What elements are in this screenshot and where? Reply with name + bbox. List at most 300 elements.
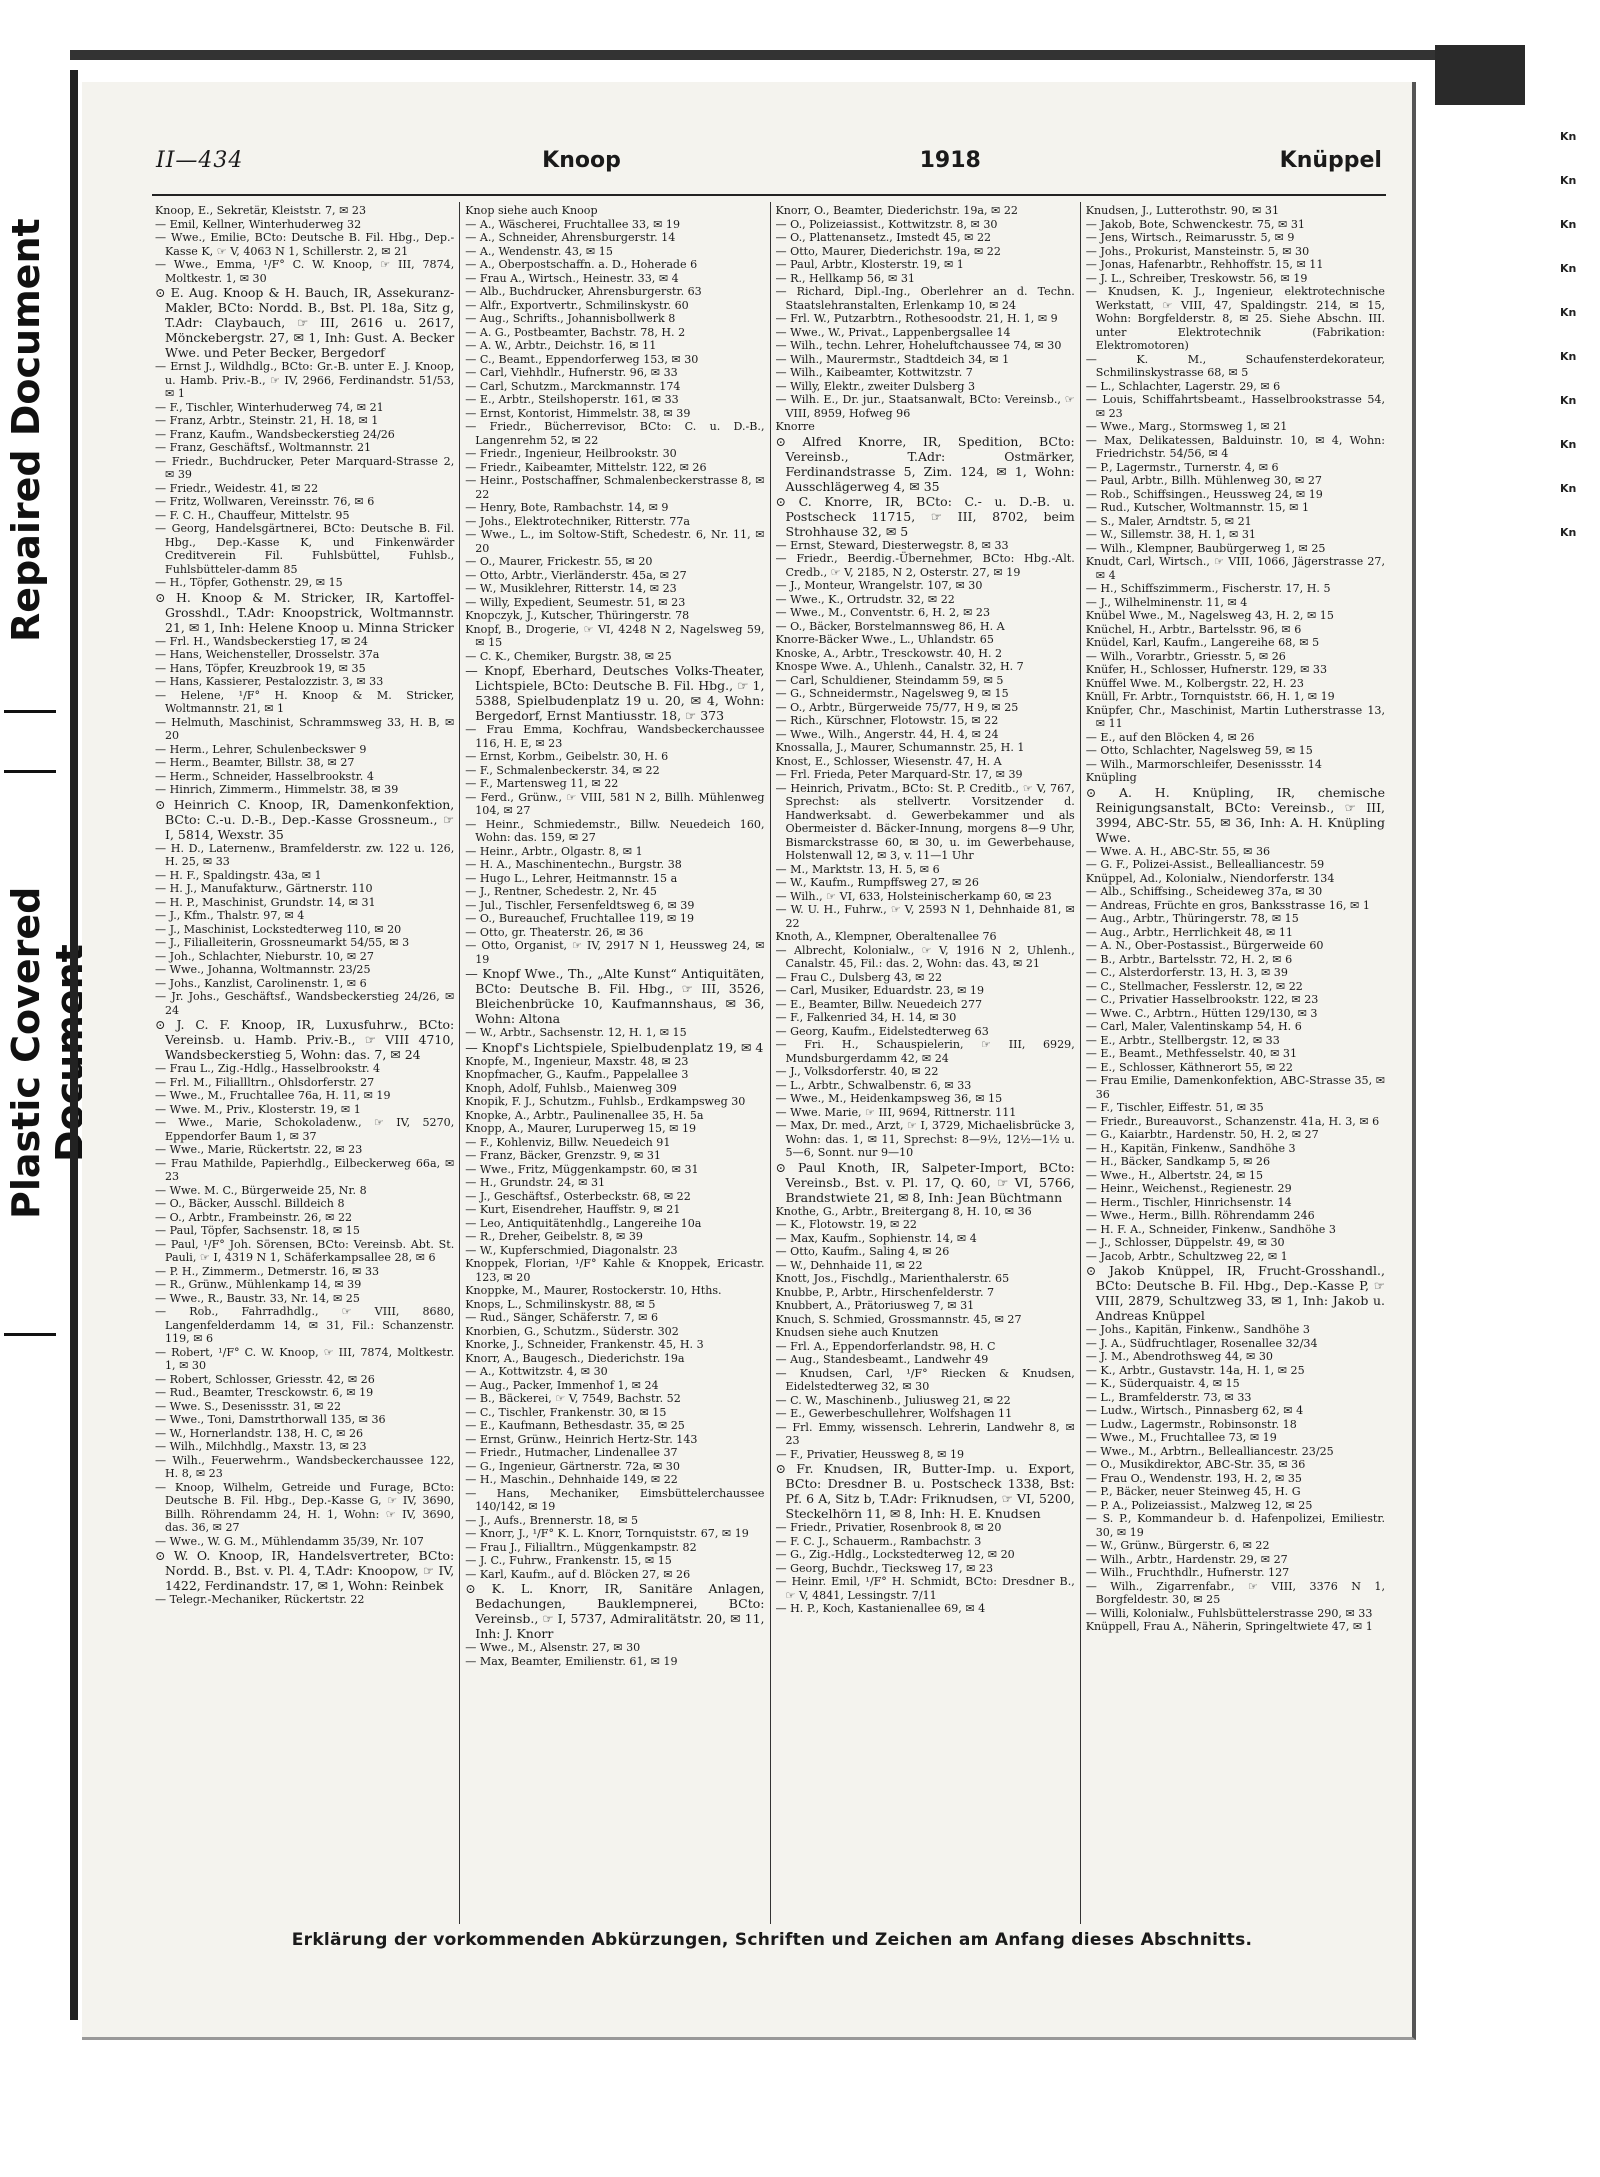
directory-entry: — H. F. A., Schneider, Finkenw., Sandhöhe 3 [1085,1222,1336,1236]
directory-entry: — Carl, Viehhdlr., Hufnerstr. 96, ✉ 33 [465,366,678,379]
directory-entry: — Hugo L., Lehrer, Heitmannstr. 15 a [465,871,678,885]
directory-entry: — C., Privatier Hasselbrookstr. 122, ✉ 23 [1085,993,1319,1006]
header-last-word: Knüppel [1279,148,1382,173]
directory-entry: — Georg, Handelsgärtnerei, BCto: Deutsche B. Fil. Hbg., Dep.-Kasse K, und Finkenwärder Creditverein Fil. Fuhlsbüttel, Fuhlsb., Fuhlsbütteler-damm 85 [155,522,455,576]
directory-entry: — Telegr.-Mechaniker, Rückertstr. 22 [155,1593,365,1606]
scanner-frame-top [70,50,1470,60]
directory-entry: — Ernst J., Wildhdlg., BCto: Gr.-B. unter E. J. Knoop, u. Hamb. Priv.-B., ☞ IV, 2966, Ferdinandstr. 51/53, ✉ 1 [155,360,455,400]
directory-entry: — Aug., Arbtr., Herrlichkeit 48, ✉ 11 [1085,925,1293,939]
directory-entry: — Rob., Fahrradhdlg., ☞ VIII, 8680, Langenfelderdamm 14, ✉ 31, Fil.: Schanzenstr. 119, ✉ 6 [155,1305,455,1345]
directory-entry: — Emil, Kellner, Winterhuderweg 32 [155,217,362,231]
directory-entry: — Franz, Geschäftsf., Woltmannstr. 21 [155,441,372,454]
directory-entry: — Wwe., M., Conventstr. 6, H. 2, ✉ 23 [775,606,991,619]
scanner-clip [1435,45,1525,105]
directory-entry: — O., Bäcker, Borstelmannsweg 86, H. A [775,619,1005,633]
directory-entry: — A., Wendenstr. 43, ✉ 15 [465,244,613,258]
directory-entry: — Frau O., Wendenstr. 193, H. 2, ✉ 35 [1085,1471,1302,1485]
directory-entry: — Otto, Organist, ☞ IV, 2917 N 1, Heussweg 24, ✉ 19 [465,939,765,966]
directory-entry: Knüppel, Ad., Kolonialw., Niendorferstr. 134 [1085,871,1335,885]
directory-entry: — G. F., Polizei-Assist., Bellealliancestr. 59 [1085,858,1325,871]
next-page-fragment: Kn [1560,130,1577,143]
directory-entry: — Wwe., W., Privat., Lappenbergsallee 14 [775,325,1011,339]
directory-entry: — A. W., Arbtr., Deichstr. 16, ✉ 11 [465,339,657,352]
directory-entry: — Wwe., K., Ortrudstr. 32, ✉ 22 [775,592,955,606]
directory-entry: — F., Falkenried 34, H. 14, ✉ 30 [775,1011,957,1024]
directory-entry: — P., Bäcker, neuer Steinweg 45, H. G [1085,1485,1301,1498]
directory-entry: Knüdel, Karl, Kaufm., Langereihe 68, ✉ 5 [1085,636,1320,649]
next-page-fragment: Kn [1560,482,1577,495]
directory-entry: — Hans, Töpfer, Kreuzbrook 19, ✉ 35 [155,661,366,675]
directory-entry: — W., Sillemstr. 38, H. 1, ✉ 31 [1085,528,1256,541]
directory-entry: — Jakob, Bote, Schwenckestr. 75, ✉ 31 [1085,217,1305,231]
directory-entry: Knorke, J., Schneider, Frankenstr. 45, H. 3 [465,1338,704,1351]
column-3 [771,202,1081,1924]
plastic-covered-label: Plastic Covered [4,770,56,1336]
directory-entry: — S., Maler, Arndtstr. 5, ✉ 21 [1085,514,1252,528]
directory-entry: — C., Alsterdorferstr. 13, H. 3, ✉ 39 [1085,966,1288,979]
directory-entry: — P., Lagermstr., Turnerstr. 4, ✉ 6 [1085,460,1279,474]
directory-entry: — S. P., Kommandeur b. d. Hafenpolizei, Emiliestr. 30, ✉ 19 [1085,1512,1385,1539]
directory-entry: — B., Arbtr., Bartelsstr. 72, H. 2, ✉ 6 [1085,952,1293,966]
directory-entry: Knossalla, J., Maurer, Schumannstr. 25, H. 1 [775,741,1025,754]
directory-entry: — Robert, ¹/F° C. W. Knoop, ☞ III, 7874, Moltkestr. 1, ✉ 30 [155,1345,455,1372]
directory-entry: — Wilh. E., Dr. jur., Staatsanwalt, BCto: Vereinsb., ☞ VIII, 8959, Hofweg 96 [775,393,1075,420]
directory-entry: Knüffel Wwe. M., Kolbergstr. 22, H. 23 [1085,676,1304,690]
directory-entry: — Wwe., M., Arbtrn., Bellealliancestr. 23/25 [1085,1444,1334,1458]
header-rule [152,194,1386,196]
directory-entry: — P. A., Polizeiassist., Malzweg 12, ✉ 25 [1085,1498,1313,1512]
directory-entry: — Leo, Antiquitätenhdlg., Langereihe 10a [465,1216,702,1230]
directory-entry: — Wwe., Wilh., Angerstr. 44, H. 4, ✉ 24 [775,727,999,741]
directory-entry: — Frau Mathilde, Papierhdlg., Eilbeckerweg 66a, ✉ 23 [155,1156,455,1183]
directory-entry: Knudsen siehe auch Knutzen [775,1326,939,1339]
directory-entry: Knopke, A., Arbtr., Paulinenallee 35, H. 5a [465,1108,704,1122]
directory-entry: — J., Monteur, Wrangelstr. 107, ✉ 30 [775,579,983,592]
directory-entry: — Herm., Lehrer, Schulenbeckswег 9 [155,742,367,756]
directory-entry: — J. M., Abendrothsweg 44, ✉ 30 [1085,1350,1273,1363]
directory-entry: — W., Musiklehrer, Ritterstr. 14, ✉ 23 [465,582,677,595]
directory-entry: — W., Grünw., Bürgerstr. 6, ✉ 22 [1085,1539,1270,1552]
directory-entry: — J., Kfm., Thalstr. 97, ✉ 4 [155,909,305,922]
directory-entry: — Robert, Schlosser, Griesstr. 42, ✉ 26 [155,1372,375,1386]
directory-entry: — Wwe., H., Albertstr. 24, ✉ 15 [1085,1168,1264,1182]
directory-entry: — E., Kaufmann, Bethesdastr. 35, ✉ 25 [465,1419,685,1432]
directory-entry: ⊙ Heinrich C. Knoop, IR, Damenkonfektion, BCto: C.-u. D.-B., Dep.-Kasse Grossneum., ☞ I, 5814, Wexstr. 35 [155,796,455,842]
directory-entry: — Friedr., Buchdrucker, Peter Marquard-Strasse 2, ✉ 39 [155,454,455,481]
directory-entry: — Wwe., Emilie, BCto: Deutsche B. Fil. Hbg., Dep.-Kasse K, ☞ V, 4063 N 1, Schillerstr. 2, ✉ 21 [155,231,455,258]
directory-entry: ⊙ Alfred Knorre, IR, Spedition, BCto: Vereinsb., T.Adr: Ostmärker, Ferdinandstrasse 5, Zim. 124, ✉ 1, Wohn: Ausschlägerweg 4, ✉ 35 [775,433,1075,494]
directory-entry: — J., Maschinist, Lockstedterweg 110, ✉ 20 [155,922,402,936]
directory-entry: — Friedr., Weidestr. 41, ✉ 22 [155,481,319,495]
directory-entry: — W. U. H., Fuhrw., ☞ V, 2593 N 1, Dehnhaide 81, ✉ 22 [775,903,1075,930]
scanner-frame-left [70,70,78,2020]
directory-entry: — Frau C., Dulsberg 43, ✉ 22 [775,970,943,984]
directory-entry: Knopfmacher, G., Kaufm., Pappelallee 3 [465,1068,689,1081]
directory-entry: Knüfer, H., Schlosser, Hufnerstr. 129, ✉ 33 [1085,663,1328,676]
directory-entry: — Friedr., Bureauvorst., Schanzenstr. 41a, H. 3, ✉ 6 [1085,1114,1380,1128]
next-page-fragment: Kn [1560,306,1577,319]
directory-entry: — W., Hornerlandstr. 138, H. C, ✉ 26 [155,1426,364,1440]
directory-entry: — H., Grundstr. 24, ✉ 31 [465,1176,606,1189]
directory-entry: — J., Filialleiterin, Grossneumarkt 54/55, ✉ 3 [155,936,410,949]
directory-entry: — Max, Dr. med., Arzt, ☞ I, 3729, Michaelisbrücke 3, Wohn: das. 1, ✉ 11, Sprechst: 8—9½, 12½—1½ u. 5—6, Sonnt. nur 9—10 [775,1119,1075,1159]
directory-entry: — Friedr., Ingenieur, Heilbrookstr. 30 [465,447,677,460]
directory-entry: Knübel Wwe., M., Nagelsweg 43, H. 2, ✉ 15 [1085,609,1334,622]
directory-entry: — Ernst, Korbm., Geibelstr. 30, H. 6 [465,750,669,763]
directory-entry: — O., Maurer, Frickestr. 55, ✉ 20 [465,555,653,568]
directory-entry: — H. P., Koch, Kastanienallee 69, ✉ 4 [775,1602,986,1615]
column-4 [1081,202,1390,1924]
next-page-fragment: Kn [1560,394,1577,407]
directory-entry: — Karl, Kaufm., auf d. Blöcken 27, ✉ 26 [465,1567,691,1581]
directory-entry: — Knopf's Lichtspiele, Spielbudenplatz 19, ✉ 4 [465,1039,764,1055]
directory-entry: Knoppke, M., Maurer, Rostockerstr. 10, Hths. [465,1284,722,1297]
directory-entry: — Hans, Kassierer, Pestalozzistr. 3, ✉ 33 [155,675,384,688]
directory-entry: — W., Dehnhaide 11, ✉ 22 [775,1258,923,1272]
directory-entry: — J., Volksdorferstr. 40, ✉ 22 [775,1065,939,1078]
directory-entry: Knüpfer, Chr., Maschinist, Martin Lutherstrasse 13, ✉ 11 [1085,703,1385,730]
directory-entry: Knott, Jos., Fischdlg., Marienthalerstr. 65 [775,1272,1010,1285]
directory-entry: — Wilh., ☞ VI, 633, Holsteinischerkamp 60, ✉ 23 [775,889,1052,903]
directory-entry: — Otto, Arbtr., Vierländerstr. 45a, ✉ 27 [465,568,687,582]
directory-entry: — O., Arbtr., Bürgerweide 75/77, H 9, ✉ 25 [775,700,1019,714]
directory-entry: ⊙ E. Aug. Knoop & H. Bauch, IR, Assekuranz-Makler, BCto: Nordd. B., Bst. Pl. 18a, Sitz g, T.Adr: Claybauch, ☞ III, 2616 u. 2617, Mönckebergstr. 27, ✉ 1, Inh: Gust. A. Becker Wwe. und Peter Becker, Bergedorf [155,285,455,360]
directory-entry: — Ernst, Grünw., Heinrich Hertz-Str. 143 [465,1432,698,1446]
directory-entry: Knopfe, M., Ingenieur, Maxstr. 48, ✉ 23 [465,1054,689,1068]
directory-entry: — F., Tischler, Winterhuderweg 74, ✉ 21 [155,400,384,414]
directory-entry: — G., Zig.-Hdlg., Lockstedterweg 12, ✉ 20 [775,1548,1015,1561]
directory-entry: — Wwe. C., Arbtrn., Hütten 129/130, ✉ 3 [1085,1006,1318,1020]
directory-entry: — Johs., Prokurist, Mansteinstr. 5, ✉ 30 [1085,244,1310,258]
directory-entry: — Fri. H., Schauspielerin, ☞ III, 6929, Mundsburgerdamm 42, ✉ 24 [775,1038,1075,1065]
directory-entry: Knospe Wwe. A., Uhlenh., Canalstr. 32, H. 7 [775,660,1024,673]
directory-entry: — Rich., Kürschner, Flotowstr. 15, ✉ 22 [775,714,999,727]
directory-entry: — H., Maschin., Dehnhaide 149, ✉ 22 [465,1473,678,1486]
next-page-fragment: Kn [1560,218,1577,231]
repaired-document-label: Repaired Document [4,150,56,713]
directory-entry: — Otto, Schlachter, Nagelsweg 59, ✉ 15 [1085,744,1313,757]
directory-entry: — Carl, Maler, Valentinskamp 54, H. 6 [1085,1020,1302,1033]
directory-page [82,82,1416,2040]
directory-entry: — Wwe. Marie, ☞ III, 9694, Rittnerstr. 111 [775,1105,1017,1119]
directory-entry: — Otto, gr. Theaterstr. 26, ✉ 36 [465,925,644,939]
directory-entry: — Paul, Arbtr., Klosterstr. 19, ✉ 1 [775,258,964,271]
next-page-edge [1560,130,1600,1980]
directory-entry: — Heinr. Emil, ¹/F° H. Schmidt, BCto: Dresdner B., ☞ V, 4841, Lessingstr. 7/11 [775,1575,1075,1602]
directory-entry: — A., Oberpostschaffn. a. D., Hoherade 6 [465,258,698,271]
directory-entry: — J. A., Südfruchtlager, Rosenallee 32/34 [1085,1336,1318,1350]
directory-entry: — Frau J., Filialltrn., Müggenkampstr. 82 [465,1540,697,1554]
directory-entry: — H. P., Maschinist, Grundstr. 14, ✉ 31 [155,895,376,909]
directory-entry: — Johs., Elektrotechniker, Ritterstr. 77a [465,514,690,528]
directory-entry: — Aug., Standesbeamt., Landwehr 49 [775,1353,989,1366]
next-page-fragment: Kn [1560,438,1577,451]
directory-entry: Knoske, A., Arbtr., Tresckowstr. 40, H. 2 [775,646,1003,660]
directory-entry: — W., Kupferschmied, Diagonalstr. 23 [465,1243,678,1257]
directory-entry: — J., Geschäftsf., Osterbeckstr. 68, ✉ 22 [465,1189,691,1203]
directory-entry: — Friedr., Hutmacher, Lindenallee 37 [465,1446,678,1459]
directory-entry: — L., Bramfelderstr. 73, ✉ 33 [1085,1390,1252,1404]
directory-entry: — Wilh., Zigarrenfabr., ☞ VIII, 3376 N 1, Borgfeldestr. 30, ✉ 25 [1085,1579,1385,1606]
next-page-fragment: Kn [1560,174,1577,187]
directory-entry: — Jens, Wirtsch., Reimarusstr. 5, ✉ 9 [1085,231,1295,244]
directory-entry: — Wwe., Emma, ¹/F° C. W. Knoop, ☞ III, 7874, Moltkestr. 1, ✉ 30 [155,258,455,285]
directory-entry: — Heinr., Arbtr., Olgastr. 8, ✉ 1 [465,844,643,858]
directory-entry: — E., Arbtr., Stellbergstr. 12, ✉ 33 [1085,1033,1280,1047]
directory-entry: — Alfr., Exportvertr., Schmilinskystr. 60 [465,298,689,312]
directory-entry: — J., Wilhelminenstr. 11, ✉ 4 [1085,595,1248,609]
directory-entry: — J., Schlosser, Düppelstr. 49, ✉ 30 [1085,1236,1285,1249]
directory-entry: — Johs., Kapitän, Finkenw., Sandhöhe 3 [1085,1323,1310,1336]
directory-entry: — Rud., Kutscher, Woltmannstr. 15, ✉ 1 [1085,501,1310,514]
directory-entry: — R., Grünw., Mühlenkamp 14, ✉ 39 [155,1278,362,1291]
directory-entry: — Frl. M., Filiallltrn., Ohlsdorferstr. 27 [155,1075,375,1089]
directory-entry: — H. F., Spaldingstr. 43a, ✉ 1 [155,868,322,882]
directory-entry: — A., Kottwitzstr. 4, ✉ 30 [465,1365,608,1378]
directory-entry: — G., Ingenieur, Gärtnerstr. 72a, ✉ 30 [465,1459,680,1473]
directory-entry: — Wwe., Johanna, Woltmannstr. 23/25 [155,963,371,976]
directory-entry: — Alb., Schiffsing., Scheideweg 37a, ✉ 30 [1085,885,1323,898]
directory-entry: ⊙ J. C. F. Knoop, IR, Luxusfuhrw., BCto: Vereinsb. u. Hamb. Priv.-B., ☞ VIII 4710, Wandsbeckerstieg 5, Wohn: das. 7, ✉ 24 [155,1017,455,1062]
directory-entry: — Franz, Bäcker, Grenzstr. 9, ✉ 31 [465,1149,661,1162]
directory-entry: — Johs., Kanzlist, Carolinenstr. 1, ✉ 6 [155,976,367,990]
directory-entry: — C. W., Maschinenb., Juliusweg 21, ✉ 22 [775,1393,1011,1407]
directory-entry: — Helmuth, Maschinist, Schrammsweg 33, H. B, ✉ 20 [155,715,455,742]
directory-entry: — Wilh., Kaibeamter, Kottwitzstr. 7 [775,366,973,379]
directory-entry: ⊙ C. Knorre, IR, BCto: C.- u. D.-B. u. Postscheck 11715, ☞ III, 8702, beim Strohhause 32, ✉ 5 [775,493,1075,539]
directory-entry: Knüll, Fr. Arbtr., Tornquiststr. 66, H. 1, ✉ 19 [1085,690,1335,703]
entry-columns [150,202,1390,1924]
directory-entry: — Frl. H., Wandsbeckerstieg 17, ✉ 24 [155,634,368,648]
directory-entry: — Knopf Wwe., Th., „Alte Kunst“ Antiquitäten, BCto: Deutsche B. Fil. Hbg., ☞ III, 3526, Bleichenbrücke 10, Kaufmannshaus, ✉ 36, Wohn: Altona [465,966,765,1026]
directory-entry: — A., Schneider, Ahrensburgerstr. 14 [465,231,676,244]
directory-entry: — Wilh., Vorarbtr., Griesstr. 5, ✉ 26 [1085,649,1286,663]
directory-entry: — J. C., Fuhrw., Frankenstr. 15, ✉ 15 [465,1554,672,1567]
directory-entry: ⊙ H. Knoop & M. Stricker, IR, Kartoffel-Grosshdl., T.Adr: Knoopstrick, Woltmannstr. 21, ✉ 1, Inh: Helene Knoop u. Minna Stricker [155,589,455,635]
directory-entry: — Knopf, Eberhard, Deutsches Volks-Theater, Lichtspiele, BCto: Deutsche B. Fil. Hbg., ☞ 1, 5388, Spielbudenplatz 19 u. 20, ✉ 4, Wohn: Bergedorf, Ernst Mantiusstr. 18, ☞ 373 [465,663,765,723]
directory-entry: — E., Schlosser, Käthnerort 55, ✉ 22 [1085,1060,1293,1074]
directory-entry: — Wwe., R., Baustr. 33, Nr. 14, ✉ 25 [155,1291,360,1305]
directory-entry: — A., Wäscherei, Fruchtallee 33, ✉ 19 [465,217,681,231]
directory-entry: ⊙ Paul Knoth, IR, Salpeter-Import, BCto: Vereinsb., Bst. v. Pl. 17, Q. 60, ☞ VI, 5766, Brandstwiete 21, ✉ 8, Inh: Jean Büchtmann [775,1159,1075,1205]
directory-entry: — O., Bureauchef, Fruchtallee 119, ✉ 19 [465,912,694,925]
directory-entry: — O., Bäcker, Ausschl. Billdeich 8 [155,1197,345,1210]
directory-entry: — M., Marktstr. 13, H. 5, ✉ 6 [775,862,940,876]
directory-entry: — E., Gewerbeschullehrer, Wolfshagen 11 [775,1407,1013,1420]
directory-entry: — J. L., Schreiber, Treskowstr. 56, ✉ 19 [1085,271,1308,285]
directory-entry: — Carl, Schuldiener, Steindamm 59, ✉ 5 [775,673,1004,687]
directory-entry: — Frau Emma, Kochfrau, Wandsbeckerchaussee 116, H. E, ✉ 23 [465,723,765,750]
directory-entry: — O., Arbtr., Frambeinstr. 26, ✉ 22 [155,1210,353,1224]
directory-entry: — Rud., Beamter, Tresckowstr. 6, ✉ 19 [155,1386,374,1399]
directory-entry: Knopczyk, J., Kutscher, Thüringerstr. 78 [465,609,690,622]
page-number: II—434 [156,148,244,173]
directory-entry: — H. J., Manufakturw., Gärtnerstr. 110 [155,882,373,895]
directory-entry: — Franz, Arbtr., Steinstr. 21, H. 18, ✉ 1 [155,414,379,427]
directory-entry: — Hans, Mechaniker, Eimsbüttelerchaussee 140/142, ✉ 19 [465,1486,765,1513]
directory-entry: — Wilh., Milchhdlg., Maxstr. 13, ✉ 23 [155,1440,367,1453]
directory-entry: — Aug., Packer, Immenhof 1, ✉ 24 [465,1378,659,1392]
directory-entry: — Fritz, Wollwaren, Vereinsstr. 76, ✉ 6 [155,495,375,508]
directory-entry: — E., Beamter, Billw. Neuedeich 277 [775,997,983,1011]
directory-entry: — Georg, Kaufm., Eidelstedterweg 63 [775,1024,989,1038]
directory-entry: — Jonas, Hafenarbtr., Rehhoffstr. 15, ✉ 11 [1085,258,1324,271]
directory-entry: — O., Plattenansetz., Imstedt 45, ✉ 22 [775,231,992,244]
directory-entry: — K., Arbtr., Gustavstr. 14a, H. 1, ✉ 25 [1085,1363,1305,1377]
directory-entry: — Kurt, Eisendreher, Hauffstr. 9, ✉ 21 [465,1203,681,1216]
directory-entry: — F. C. H., Chauffeur, Mittelstr. 95 [155,508,350,522]
directory-entry: Knudsen, J., Lutterothstr. 90, ✉ 31 [1085,204,1280,217]
directory-entry: — Friedr., Kaibeamter, Mittelstr. 122, ✉ 26 [465,460,707,474]
directory-entry: — Heinr., Schmiedemstr., Billw. Neuedeich 160, Wohn: das. 159, ✉ 27 [465,817,765,844]
directory-entry: — Max, Kaufm., Sophienstr. 14, ✉ 4 [775,1231,977,1245]
directory-entry: — Wwe. M. C., Bürgerweide 25, Nr. 8 [155,1183,367,1197]
directory-entry: — P. H., Zimmerm., Detmerstr. 16, ✉ 33 [155,1264,380,1278]
directory-entry: — Wwe. M., Priv., Klosterstr. 19, ✉ 1 [155,1102,361,1116]
page-footer: Erklärung der vorkommenden Abkürzungen, Schriften und Zeichen am Anfang dieses Abschnitts. [291,1930,1253,1950]
directory-entry: — Max, Beamter, Emilienstr. 61, ✉ 19 [465,1654,678,1668]
directory-entry: — Frl. Frieda, Peter Marquard-Str. 17, ✉ 39 [775,768,1023,781]
directory-entry: — Wilh., Marmorschleifer, Desenissstr. 14 [1085,757,1322,771]
directory-entry: — Heinrich, Privatm., BCto: St. P. Creditb., ☞ V, 767, Sprechst: als stellvertr. Vorsitzender d. Handwerksabt. d. Gewerbekammer und als Obermeister d. Bäcker-Innung, morgens 8—9 Uhr, Bismarckstrasse 60, ✉ 30, u. im Gewerbehause, Holstenwall 12, ✉ 3, v. 11—1 Uhr [775,781,1075,862]
directory-entry: — H. A., Maschinentechn., Burgstr. 38 [465,858,682,871]
directory-entry: Knüpling [1085,771,1137,784]
directory-entry: — H., Kapitän, Finkenw., Sandhöhe 3 [1085,1141,1296,1155]
directory-entry: — Otto, Maurer, Diederichstr. 19a, ✉ 22 [775,244,1001,258]
directory-entry: — K., Flotowstr. 19, ✉ 22 [775,1218,917,1231]
page-header [156,148,1382,188]
directory-entry: — Knudsen, K. J., Ingenieur, elektrotechnische Werkstatt, ☞ VIII, 47, Spaldingstr. 214, ✉ 15, Wohn: Borgfelderstr. 8, ✉ 25. Siehe Abschn. III. unter Elektrotechnik (Fabrikation: Elektromotoren) [1085,285,1385,352]
directory-entry: — Herm., Tischler, Hinrichsenstr. 14 [1085,1195,1292,1209]
directory-entry: — Carl, Musiker, Eduardstr. 23, ✉ 19 [775,984,985,997]
directory-entry: — Wwe., Toni, Damstrthorwall 135, ✉ 36 [155,1413,386,1426]
directory-entry: Knubbe, P., Arbtr., Hirschenfelderstr. 7 [775,1285,995,1299]
directory-entry: — J., Aufs., Brennerstr. 18, ✉ 5 [465,1513,639,1527]
scan-label-strip [0,150,60,1350]
directory-entry: — Frl. Emmy, wissensch. Lehrerin, Landwehr 8, ✉ 23 [775,1420,1075,1447]
directory-entry: Knorre-Bäcker Wwe., L., Uhlandstr. 65 [775,633,994,646]
directory-entry: Knoop, E., Sekretär, Kleiststr. 7, ✉ 23 [155,204,367,217]
next-page-fragment: Kn [1560,262,1577,275]
directory-entry: — Louis, Schiffahrtsbeamt., Hasselbrookstrasse 54, ✉ 23 [1085,393,1385,420]
directory-entry: — Rud., Sänger, Schäferstr. 7, ✉ 6 [465,1311,659,1324]
directory-entry: — Carl, Schutzm., Marckmannstr. 174 [465,379,681,393]
directory-entry: Knopik, F. J., Schutzm., Fuhlsb., Erdkampsweg 30 [465,1095,746,1108]
directory-entry: Knop siehe auch Knoop [465,204,598,217]
directory-entry: — C. K., Chemiker, Burgstr. 38, ✉ 25 [465,649,672,663]
directory-entry: — Wilh., Arbtr., Hardenstr. 29, ✉ 27 [1085,1552,1288,1566]
directory-entry: — Henry, Bote, Rambachstr. 14, ✉ 9 [465,501,669,514]
directory-entry: — F., Kohlenviz, Billw. Neuedeich 91 [465,1135,671,1149]
directory-entry: — E., Arbtr., Steilshoperstr. 161, ✉ 33 [465,393,679,406]
directory-entry: — Hinrich, Zimmerm., Himmelstr. 38, ✉ 39 [155,783,399,796]
directory-entry: — B., Bäckerei, ☞ V, 7549, Bachstr. 52 [465,1392,681,1405]
directory-entry: Knüppell, Frau A., Näherin, Springeltwiete 47, ✉ 1 [1085,1620,1373,1633]
directory-entry: — Wwe., M., Heidenkampsweg 36, ✉ 15 [775,1092,1003,1105]
directory-entry: — L., Schlachter, Lagerstr. 29, ✉ 6 [1085,379,1281,393]
directory-entry: — Jul., Tischler, Fersenfeldtsweg 6, ✉ 39 [465,898,695,912]
directory-entry: — Friedr., Bücherrevisor, BCto: C. u. D.-B., Langenrehm 52, ✉ 22 [465,420,765,447]
directory-entry: — H., Töpfer, Gothenstr. 29, ✉ 15 [155,576,343,589]
directory-entry: Knoppek, Florian, ¹/F° Kahle & Knoppek, Ericastr. 123, ✉ 20 [465,1257,765,1284]
directory-entry: — Helene, ¹/F° H. Knoop & M. Stricker, Woltmannstr. 21, ✉ 1 [155,688,455,715]
directory-entry: — E., auf den Blöcken 4, ✉ 26 [1085,730,1255,744]
directory-entry: — Alb., Buchdrucker, Ahrensburgerstr. 63 [465,285,702,298]
directory-entry: — F. C. J., Schauerm., Rambachstr. 3 [775,1534,982,1548]
directory-entry: Knorre [775,420,815,433]
directory-entry: — Ernst, Steward, Diesterwegstr. 8, ✉ 33 [775,538,1009,552]
directory-entry: — Wwe., W. G. M., Mühlendamm 35/39, Nr. 107 [155,1534,424,1548]
directory-entry: ⊙ K. L. Knorr, IR, Sanitäre Anlagen, Bedachungen, Bauklempnerei, BCto: Vereinsb., ☞ I, 5737, Admiralitätstr. 20, ✉ 11, Inh: J. Knorr [465,1581,765,1641]
directory-entry: — F., Martensweg 11, ✉ 22 [465,777,619,790]
directory-entry: — Richard, Dipl.-Ing., Oberlehrer an d. Techn. Staatslehranstalten, Erlenkamp 10, ✉ 24 [775,285,1075,312]
column-1 [150,202,460,1924]
directory-entry: — R., Hellkamp 56, ✉ 31 [775,271,915,285]
directory-entry: — Hans, Weichensteller, Drosselstr. 37a [155,648,380,661]
directory-entry: — Willy, Elektr., zweiter Dulsberg 3 [775,379,976,393]
directory-entry: — Wilh., Klempner, Baubürgerweg 1, ✉ 25 [1085,541,1326,555]
directory-entry: — F., Schmalenbeckerstr. 34, ✉ 22 [465,763,660,777]
directory-entry: — Ludw., Wirtsch., Pinnasberg 62, ✉ 4 [1085,1404,1304,1417]
directory-entry: — C., Tischler, Frankenstr. 30, ✉ 15 [465,1405,667,1419]
directory-entry: — Wwe., L., im Soltow-Stift, Schedestr. 6, Nr. 11, ✉ 20 [465,528,765,555]
directory-entry: — Wwe., Herm., Billh. Röhrendamm 246 [1085,1209,1315,1222]
directory-entry: ⊙ Jakob Knüppel, IR, Frucht-Grosshandl., BCto: Deutsche B. Fil. Hbg., Dep.-Kasse P, ☞ VIII, 2879, Schultzweg 33, ✉ 1, Inh: Jakob u. Andreas Knüppel [1085,1263,1385,1323]
directory-entry: Knothe, G., Arbtr., Breitergang 8, H. 10, ✉ 36 [775,1204,1032,1218]
directory-entry: — A. G., Postbeamter, Bachstr. 78, H. 2 [465,325,686,339]
directory-entry: Knopp, A., Maurer, Luruperweg 15, ✉ 19 [465,1122,697,1135]
directory-entry: Knubbert, A., Prätoriusweg 7, ✉ 31 [775,1299,975,1312]
directory-entry: Knost, E., Schlosser, Wiesenstr. 47, H. A [775,754,1002,768]
directory-entry: — F., Tischler, Eiffestr. 51, ✉ 35 [1085,1101,1264,1114]
directory-entry: Knorr, O., Beamter, Diederichstr. 19a, ✉ 22 [775,204,1018,217]
directory-entry: — G., Schneidermstr., Nagelsweg 9, ✉ 15 [775,687,1009,700]
directory-entry: — H., Schiffszimmerm., Fischerstr. 17, H. 5 [1085,582,1331,595]
directory-entry: — O., Polizeiassist., Kottwitzstr. 8, ✉ 30 [775,217,998,231]
directory-entry: — O., Musikdirektor, ABC-Str. 35, ✉ 36 [1085,1458,1306,1471]
directory-entry: — Wwe., Marie, Rückertstr. 22, ✉ 23 [155,1143,363,1156]
directory-entry: — W., Kaufm., Rumpffsweg 27, ✉ 26 [775,876,979,889]
directory-entry: — Wwe., M., Alsenstr. 27, ✉ 30 [465,1641,641,1654]
directory-entry: — C., Stellmacher, Fesslerstr. 12, ✉ 22 [1085,979,1303,993]
directory-entry: Knorr, A., Baugesch., Diederichstr. 19a [465,1351,685,1365]
directory-entry: — L., Arbtr., Schwalbenstr. 6, ✉ 33 [775,1078,972,1092]
directory-entry: Knuch, S. Schmied, Grossmannstr. 45, ✉ 27 [775,1312,1022,1326]
directory-entry: Knüchel, H., Arbtr., Bartelsstr. 96, ✉ 6 [1085,622,1302,636]
directory-entry: — Ernst, Kontorist, Himmelstr. 38, ✉ 39 [465,406,691,420]
directory-entry: — W., Arbtr., Sachsenstr. 12, H. 1, ✉ 15 [465,1026,687,1039]
directory-entry: — E., Beamt., Methfesselstr. 40, ✉ 31 [1085,1047,1298,1060]
directory-entry: — Wwe., Marie, Schokoladenw., ☞ IV, 5270, Eppendorfer Baum 1, ✉ 37 [155,1116,455,1143]
directory-entry: Knudt, Carl, Wirtsch., ☞ VIII, 1066, Jägerstrasse 27, ✉ 4 [1085,555,1385,582]
directory-entry: — Paul, ¹/F° Joh. Sörensen, BCto: Vereinsb. Abt. St. Pauli, ☞ I, 4319 N 1, Schäferkampsallee 28, ✉ 6 [155,1237,455,1264]
directory-entry: — Herm., Beamter, Billstr. 38, ✉ 27 [155,756,355,769]
directory-entry: Knops, L., Schmilinskystr. 88, ✉ 5 [465,1297,656,1311]
directory-entry: — Frau L., Zig.-Hdlg., Hasselbrookstr. 4 [155,1062,381,1075]
directory-entry: — C., Beamt., Eppendorferweg 153, ✉ 30 [465,352,699,366]
directory-entry: ⊙ Fr. Knudsen, IR, Butter-Imp. u. Export, BCto: Dresdner B. u. Postscheck 1338, Bst: Pf. 6 A, Sitz b, T.Adr: Friknudsen, ☞ VI, 5200, Steckelhörn 11, ✉ 8, Inh: H. E. Knudsen [775,1461,1075,1521]
directory-entry: — Frl. W., Putzarbtrn., Rothesoodstr. 21, H. 1, ✉ 9 [775,312,1058,325]
directory-entry: — Wwe. A. H., ABC-Str. 55, ✉ 36 [1085,844,1271,858]
directory-entry: — Frl. A., Eppendorferlandstr. 98, H. C [775,1339,996,1353]
directory-entry: — Wilh., Feuerwehrm., Wandsbeckerchaussee 122, H. 8, ✉ 23 [155,1453,455,1480]
directory-entry: — Andreas, Früchte en gros, Banksstrasse 16, ✉ 1 [1085,898,1370,912]
next-page-fragment: Kn [1560,350,1577,363]
directory-entry: — Knudsen, Carl, ¹/F° Riecken & Knudsen, Eidelstedterweg 32, ✉ 30 [775,1366,1075,1393]
directory-entry: — Frau A., Wirtsch., Heinestr. 33, ✉ 4 [465,271,679,285]
header-year: 1918 [919,148,981,173]
directory-entry: — Wilh., Fruchthdlr., Hufnerstr. 127 [1085,1566,1290,1579]
